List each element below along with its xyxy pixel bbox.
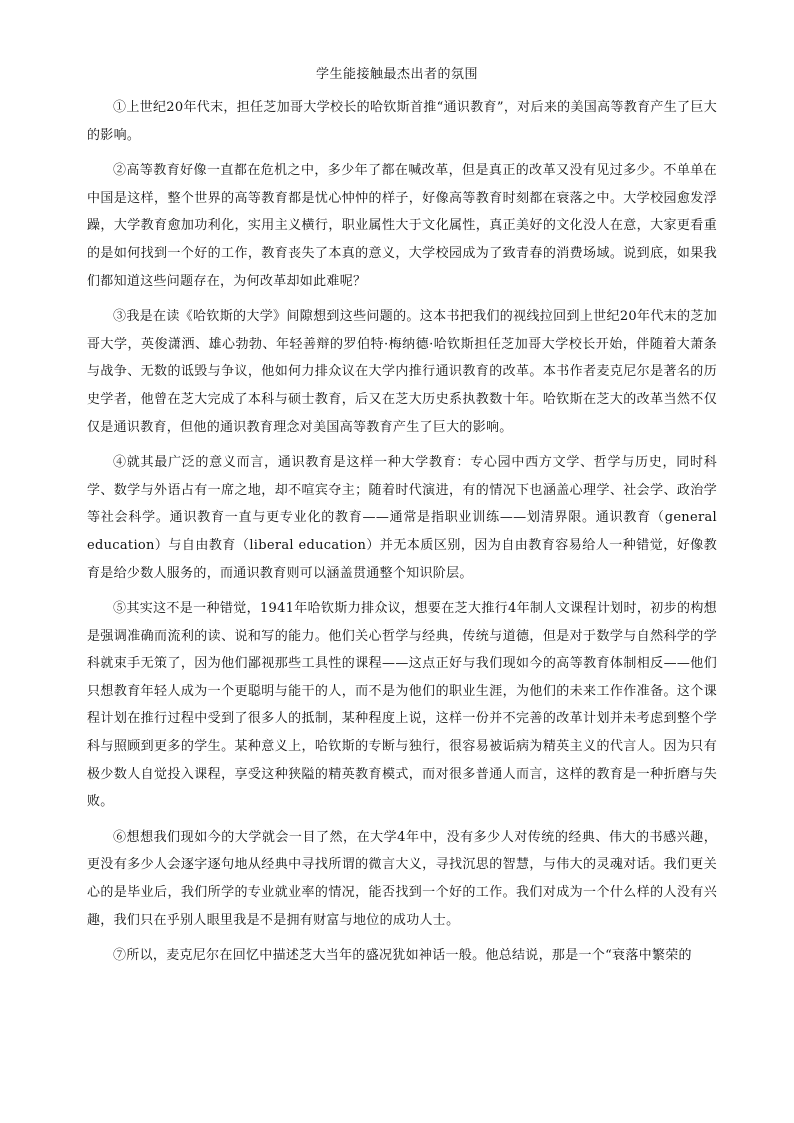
- paragraph-2: ②高等教育好像一直都在危机之中，多少年了都在喊改革，但是真正的改革又没有见过多少。不单单在中国是这样，整个世界的高等教育都是忧心忡忡的样子，好像高等教育时刻都在衰落之中。大学校园愈发浮躁，大学教育愈加功利化，实用主义横行，职业属性大于文化属性，真正美好的文化没人在意，大家更看重的是如何找到一个好的工作，教育丧失了本真的意义，大学校园成为了致青春的消费场域。说到底，如果我们都知道这些问题存在，为何改革却如此难呢？: [87, 163, 717, 289]
- paragraph-6: ⑥想想我们现如今的大学就会一目了然，在大学4年中，没有多少人对传统的经典、伟大的书感兴趣，更没有多少人会逐字逐句地从经典中寻找所谓的微言大义，寻找沉思的智慧，与伟大的灵魂对话。我们更关心的是毕业后，我们所学的专业就业率的情况，能否找到一个好的工作。我们对成为一个什么样的人没有兴趣，我们只在乎别人眼里我是不是拥有财富与地位的成功人士。: [87, 829, 717, 928]
- paragraph-5: ⑤其实这不是一种错觉，1941年哈钦斯力排众议，想要在芝大推行4年制人文课程计划时，初步的构想是强调准确而流利的读、说和写的能力。他们关心哲学与经典，传统与道德，但是对于数学与自然科学的学科就束手无策了，因为他们鄙视那些工具性的课程——这点正好与我们现如今的高等教育体制相反——他们只想教育年轻人成为一个更聪明与能干的人，而不是为他们的职业生涯，为他们的未来工作作准备。这个课程计划在推行过程中受到了很多人的抵制，某种程度上说，这样一份并不完善的改革计划并未考虑到整个学科与照顾到更多的学生。某种意义上，哈钦斯的专断与独行，很容易被诟病为精英主义的代言人。因为只有极少数人自觉投入课程，享受这种狭隘的精英教育模式，而对很多普通人而言，这样的教育是一种折磨与失败。: [87, 601, 717, 810]
- paragraph-3: ③我是在读《哈钦斯的大学》间隙想到这些问题的。这本书把我们的视线拉回到上世纪20年代末的芝加哥大学，英俊潇洒、雄心勃勃、年轻善辩的罗伯特·梅纳德·哈钦斯担任芝加哥大学校长开始，伴随着大萧条与战争、无数的诋毁与争议，他如何力排众议在大学内推行通识教育的改革。本书作者麦克尼尔是著名的历史学者，他曾在芝大完成了本科与硕士教育，后又在芝大历史系执教数十年。哈钦斯在芝大的改革当然不仅仅是通识教育，但他的通识教育理念对美国高等教育产生了巨大的影响。: [87, 309, 717, 435]
- document-title: 学生能接触最杰出者的氛围: [315, 67, 478, 82]
- document-body: [87, 94, 717, 978]
- paragraph-4: ④就其最广泛的意义而言，通识教育是这样一种大学教育：专心园中西方文学、哲学与历史，同时科学、数学与外语占有一席之地，却不喧宾夺主；随着时代演进，有的情况下也涵盖心理学、社会学、政治学等社会科学。通识教育一直与更专业化的教育——通常是指职业训练——划清界限。通识教育（general education）与自由教育（liberal education）并无本质区别，因为自由教育容易给人一种错觉，好像教育是给少数人服务的，而通识教育则可以涵盖贯通整个知识阶层。: [87, 455, 717, 581]
- paragraph-1: ①上世纪20年代末，担任芝加哥大学校长的哈钦斯首推“通识教育”，对后来的美国高等教育产生了巨大的影响。: [87, 100, 717, 143]
- paragraph-7: ⑦所以，麦克尼尔在回忆中描述芝大当年的盛况犹如神话一般。他总结说，那是一个“衰落中繁荣的: [113, 948, 692, 964]
